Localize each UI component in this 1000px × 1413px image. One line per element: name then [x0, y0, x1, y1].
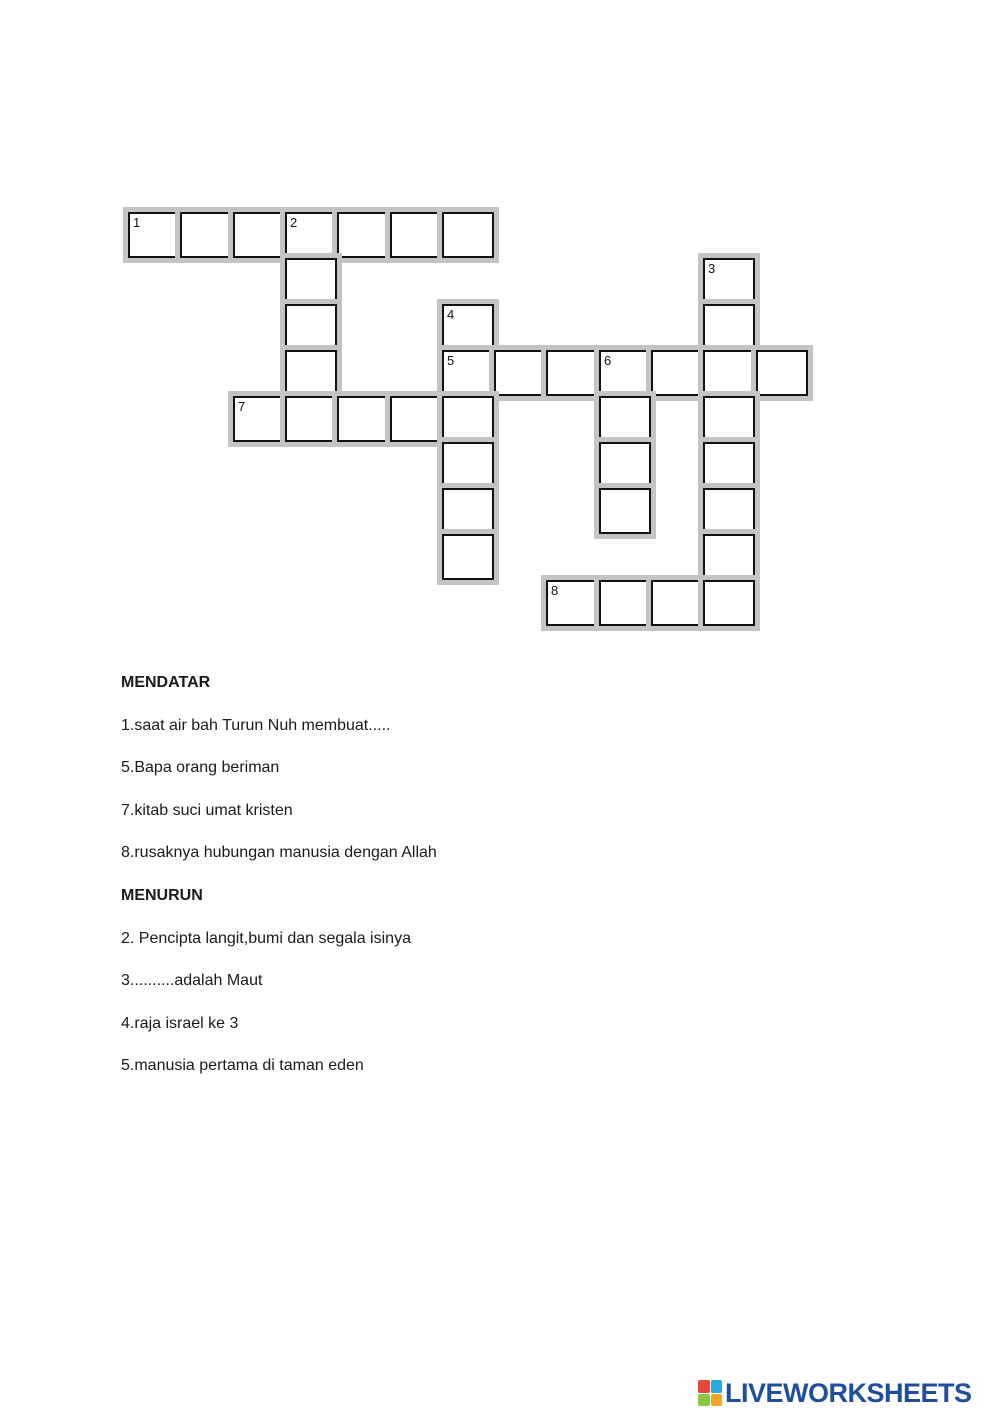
crossword-cell[interactable] [703, 534, 755, 580]
crossword-cell[interactable] [180, 212, 232, 258]
clue-across-5: 5.Bapa orang beriman [121, 759, 280, 777]
liveworksheets-logo [698, 1378, 972, 1408]
crossword-cell[interactable] [390, 212, 442, 258]
crossword-cell[interactable] [703, 304, 755, 350]
crossword-cell[interactable] [337, 212, 389, 258]
crossword-cell[interactable] [703, 258, 755, 304]
clue-number: 5 [447, 353, 455, 368]
logo-mark-icon [698, 1380, 722, 1406]
across-heading: MENDATAR [121, 674, 211, 691]
crossword-cell[interactable] [599, 350, 651, 396]
crossword-cell[interactable] [442, 442, 494, 488]
clue-across-7: 7.kitab suci umat kristen [121, 801, 293, 819]
crossword-cell[interactable] [651, 580, 703, 626]
crossword-cell[interactable] [128, 212, 180, 258]
clue-number: 7 [238, 399, 246, 414]
crossword-cell[interactable] [546, 580, 598, 626]
crossword-cell[interactable] [442, 396, 494, 442]
crossword-cell[interactable] [285, 350, 337, 396]
crossword-cell[interactable] [599, 396, 651, 442]
crossword-cell[interactable] [442, 350, 494, 396]
clue-number: 8 [551, 583, 559, 598]
logo-text: LIVEWORKSHEETS [725, 1377, 972, 1408]
crossword-cell[interactable] [442, 488, 494, 534]
clue-number: 4 [447, 307, 455, 322]
crossword-cell[interactable] [442, 534, 494, 580]
crossword-cell[interactable] [233, 396, 285, 442]
crossword-cell[interactable] [703, 442, 755, 488]
clue-number: 1 [133, 215, 141, 230]
crossword-cell[interactable] [390, 396, 442, 442]
clue-down-5: 5.manusia pertama di taman eden [121, 1057, 364, 1075]
crossword-cell[interactable] [285, 304, 337, 350]
crossword-cell[interactable] [285, 212, 337, 258]
crossword-cell[interactable] [285, 396, 337, 442]
crossword-grid [0, 0, 1000, 650]
clue-across-8: 8.rusaknya hubungan manusia dengan Allah [121, 844, 437, 862]
clue-number: 6 [604, 353, 612, 368]
crossword-cell[interactable] [494, 350, 546, 396]
crossword-cell[interactable] [337, 396, 389, 442]
clue-number: 2 [290, 215, 298, 230]
clue-across-1: 1.saat air bah Turun Nuh membuat..... [121, 716, 391, 734]
clues-section [121, 673, 821, 1099]
crossword-cell[interactable] [599, 580, 651, 626]
crossword-cell[interactable] [599, 488, 651, 534]
crossword-cell[interactable] [546, 350, 598, 396]
logo-square-orange [711, 1394, 723, 1407]
crossword-cell[interactable] [442, 212, 494, 258]
clue-down-4: 4.raja israel ke 3 [121, 1014, 239, 1032]
crossword-cell[interactable] [703, 488, 755, 534]
clue-down-3: 3..........adalah Maut [121, 972, 263, 990]
crossword-cell[interactable] [703, 396, 755, 442]
crossword-cell[interactable] [651, 350, 703, 396]
down-heading: MENURUN [121, 886, 203, 904]
crossword-cell[interactable] [703, 350, 755, 396]
crossword-cell[interactable] [756, 350, 808, 396]
crossword-cell[interactable] [599, 442, 651, 488]
crossword-cell[interactable] [442, 304, 494, 350]
crossword-cell[interactable] [233, 212, 285, 258]
logo-square-red [698, 1380, 710, 1393]
logo-square-green [698, 1394, 710, 1407]
clue-number: 3 [708, 261, 716, 276]
clue-down-2: 2. Pencipta langit,bumi dan segala isinya [121, 929, 411, 947]
crossword-cell[interactable] [703, 580, 755, 626]
logo-square-blue [711, 1380, 723, 1393]
crossword-cell[interactable] [285, 258, 337, 304]
